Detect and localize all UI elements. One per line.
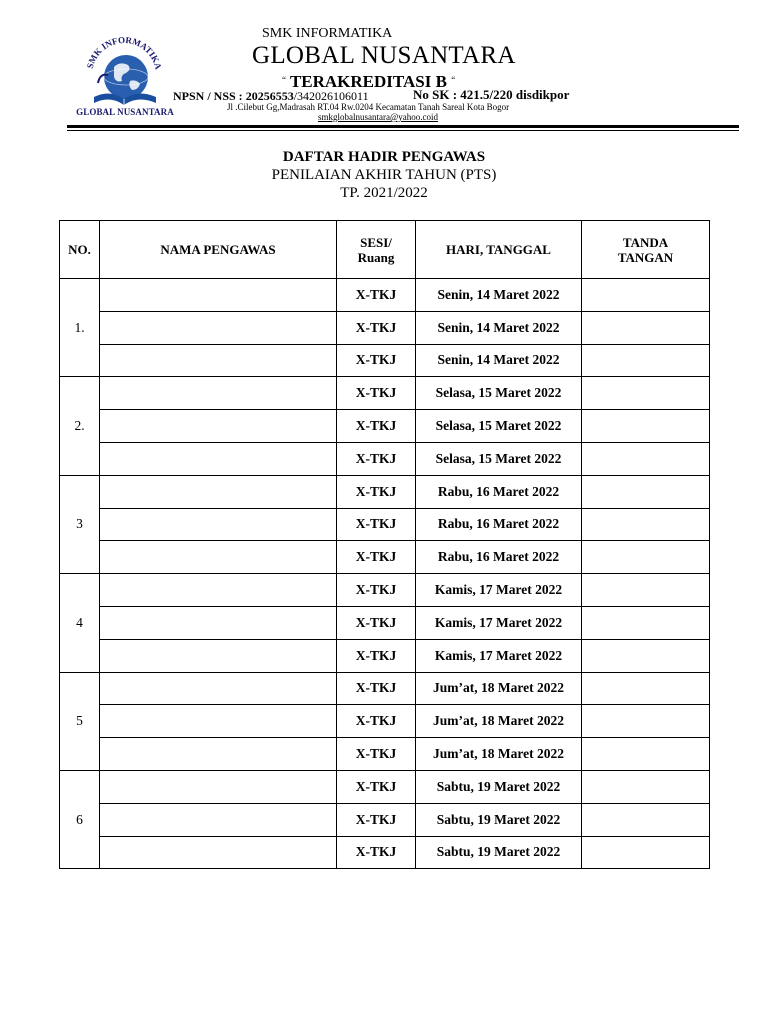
table-row [60, 803, 710, 836]
session-room-cell: X-TKJ [337, 672, 416, 705]
day-date-cell: Kamis, 17 Maret 2022 [416, 606, 582, 639]
globe-book-logo-icon [78, 27, 170, 119]
session-room-cell: X-TKJ [337, 410, 416, 443]
table-row [60, 541, 710, 574]
session-room-cell: X-TKJ [337, 606, 416, 639]
session-room-cell: X-TKJ [337, 541, 416, 574]
day-date-cell: Selasa, 15 Maret 2022 [416, 442, 582, 475]
table-row [60, 311, 710, 344]
header-sesi [337, 221, 416, 279]
session-room-cell: X-TKJ [337, 442, 416, 475]
day-date-cell: Senin, 14 Maret 2022 [416, 344, 582, 377]
session-room-cell: X-TKJ [337, 311, 416, 344]
supervisor-name-cell[interactable] [100, 672, 337, 705]
supervisor-name-cell[interactable] [100, 738, 337, 771]
day-date-cell: Jum’at, 18 Maret 2022 [416, 705, 582, 738]
day-date-cell: Senin, 14 Maret 2022 [416, 279, 582, 312]
table-header-row [60, 221, 710, 279]
day-date-cell: Selasa, 15 Maret 2022 [416, 410, 582, 443]
table-row [60, 344, 710, 377]
title-line-2: PENILAIAN AKHIR TAHUN (PTS) [271, 167, 497, 183]
signature-cell[interactable] [582, 541, 710, 574]
day-date-cell: Senin, 14 Maret 2022 [416, 311, 582, 344]
title-line-3: TP. 2021/2022 [340, 185, 428, 201]
day-date-cell: Rabu, 16 Maret 2022 [416, 475, 582, 508]
supervisor-name-cell[interactable] [100, 574, 337, 607]
row-number: 2. [60, 377, 100, 475]
session-room-cell: X-TKJ [337, 705, 416, 738]
day-date-cell: Sabtu, 19 Maret 2022 [416, 770, 582, 803]
day-date-cell: Rabu, 16 Maret 2022 [416, 508, 582, 541]
row-number: 4 [60, 574, 100, 672]
signature-cell[interactable] [582, 705, 710, 738]
signature-cell[interactable] [582, 475, 710, 508]
table-row [60, 574, 710, 607]
signature-cell[interactable] [582, 672, 710, 705]
supervisor-name-cell[interactable] [100, 770, 337, 803]
supervisor-name-cell[interactable] [100, 508, 337, 541]
header-ttd-line1: TANDA [622, 234, 669, 250]
supervisor-name-cell[interactable] [100, 344, 337, 377]
signature-cell[interactable] [582, 508, 710, 541]
table-row [60, 508, 710, 541]
row-number: 3 [60, 475, 100, 573]
header-ttd-line2: TANGAN [617, 249, 674, 265]
table-row [60, 836, 710, 869]
document-title [0, 148, 768, 202]
table-body [60, 279, 710, 869]
table-row [60, 606, 710, 639]
table-row [60, 475, 710, 508]
signature-cell[interactable] [582, 606, 710, 639]
school-type: SMK INFORMATIKA [262, 26, 393, 41]
letterhead-divider-thick [67, 125, 739, 128]
row-number: 6 [60, 770, 100, 868]
row-number: 5 [60, 672, 100, 770]
table-row [60, 410, 710, 443]
school-email: smkglobalnusantara@yahoo.coid [318, 112, 439, 122]
table-row [60, 442, 710, 475]
session-room-cell: X-TKJ [337, 836, 416, 869]
session-room-cell: X-TKJ [337, 279, 416, 312]
header-no: NO. [60, 221, 100, 279]
signature-cell[interactable] [582, 738, 710, 771]
header-ttd [582, 221, 710, 279]
session-room-cell: X-TKJ [337, 475, 416, 508]
signature-cell[interactable] [582, 279, 710, 312]
day-date-cell: Kamis, 17 Maret 2022 [416, 574, 582, 607]
day-date-cell: Jum’at, 18 Maret 2022 [416, 738, 582, 771]
table-row [60, 639, 710, 672]
session-room-cell: X-TKJ [337, 344, 416, 377]
supervisor-name-cell[interactable] [100, 705, 337, 738]
day-date-cell: Sabtu, 19 Maret 2022 [416, 803, 582, 836]
sk-number: No SK : 421.5/220 disdikpor [413, 87, 570, 102]
nss-value: /342026106011 [293, 89, 369, 103]
attendance-table [59, 220, 710, 869]
supervisor-name-cell[interactable] [100, 442, 337, 475]
letterhead-divider-thin [67, 130, 739, 131]
session-room-cell: X-TKJ [337, 639, 416, 672]
signature-cell[interactable] [582, 836, 710, 869]
signature-cell[interactable] [582, 377, 710, 410]
school-name: GLOBAL NUSANTARA [252, 42, 516, 69]
header-hari: HARI, TANGGAL [416, 221, 582, 279]
session-room-cell: X-TKJ [337, 738, 416, 771]
header-nama: NAMA PENGAWAS [100, 221, 337, 279]
logo-arc-text: SMK INFORMATIKA [84, 34, 164, 71]
signature-cell[interactable] [582, 770, 710, 803]
signature-cell[interactable] [582, 574, 710, 607]
signature-cell[interactable] [582, 442, 710, 475]
signature-cell[interactable] [582, 410, 710, 443]
supervisor-name-cell[interactable] [100, 279, 337, 312]
supervisor-name-cell[interactable] [100, 410, 337, 443]
supervisor-name-cell[interactable] [100, 606, 337, 639]
session-room-cell: X-TKJ [337, 574, 416, 607]
title-line-1: DAFTAR HADIR PENGAWAS [282, 149, 486, 165]
session-room-cell: X-TKJ [337, 770, 416, 803]
signature-cell[interactable] [582, 311, 710, 344]
school-address: Jl .Cilebut Gg,Madrasah RT.04 Rw.0204 Kecamatan Tanah Sareal Kota Bogor [227, 102, 510, 112]
supervisor-name-cell[interactable] [100, 803, 337, 836]
session-room-cell: X-TKJ [337, 803, 416, 836]
day-date-cell: Selasa, 15 Maret 2022 [416, 377, 582, 410]
signature-cell[interactable] [582, 803, 710, 836]
table-row [60, 672, 710, 705]
day-date-cell: Kamis, 17 Maret 2022 [416, 639, 582, 672]
table-row [60, 705, 710, 738]
supervisor-name-cell[interactable] [100, 836, 337, 869]
day-date-cell: Jum’at, 18 Maret 2022 [416, 672, 582, 705]
supervisor-name-cell[interactable] [100, 311, 337, 344]
session-room-cell: X-TKJ [337, 377, 416, 410]
supervisor-name-cell[interactable] [100, 377, 337, 410]
session-room-cell: X-TKJ [337, 508, 416, 541]
npsn-label: NPSN / NSS : [173, 89, 246, 103]
signature-cell[interactable] [582, 639, 710, 672]
accreditation-text: TERAKREDITASI B [289, 72, 447, 91]
logo-caption: GLOBAL NUSANTARA [76, 107, 174, 117]
row-number: 1. [60, 279, 100, 377]
signature-cell[interactable] [582, 344, 710, 377]
npsn-value: 20256553 [245, 89, 294, 103]
day-date-cell: Sabtu, 19 Maret 2022 [416, 836, 582, 869]
accreditation: “ TERAKREDITASI B “ [282, 72, 456, 91]
table-row [60, 738, 710, 771]
supervisor-name-cell[interactable] [100, 475, 337, 508]
table-row [60, 770, 710, 803]
school-logo [78, 27, 170, 119]
table-row [60, 279, 710, 312]
day-date-cell: Rabu, 16 Maret 2022 [416, 541, 582, 574]
supervisor-name-cell[interactable] [100, 639, 337, 672]
supervisor-name-cell[interactable] [100, 541, 337, 574]
header-sesi-line2: Ruang [357, 249, 395, 265]
table-row [60, 377, 710, 410]
header-sesi-line1: SESI/ [360, 234, 392, 250]
